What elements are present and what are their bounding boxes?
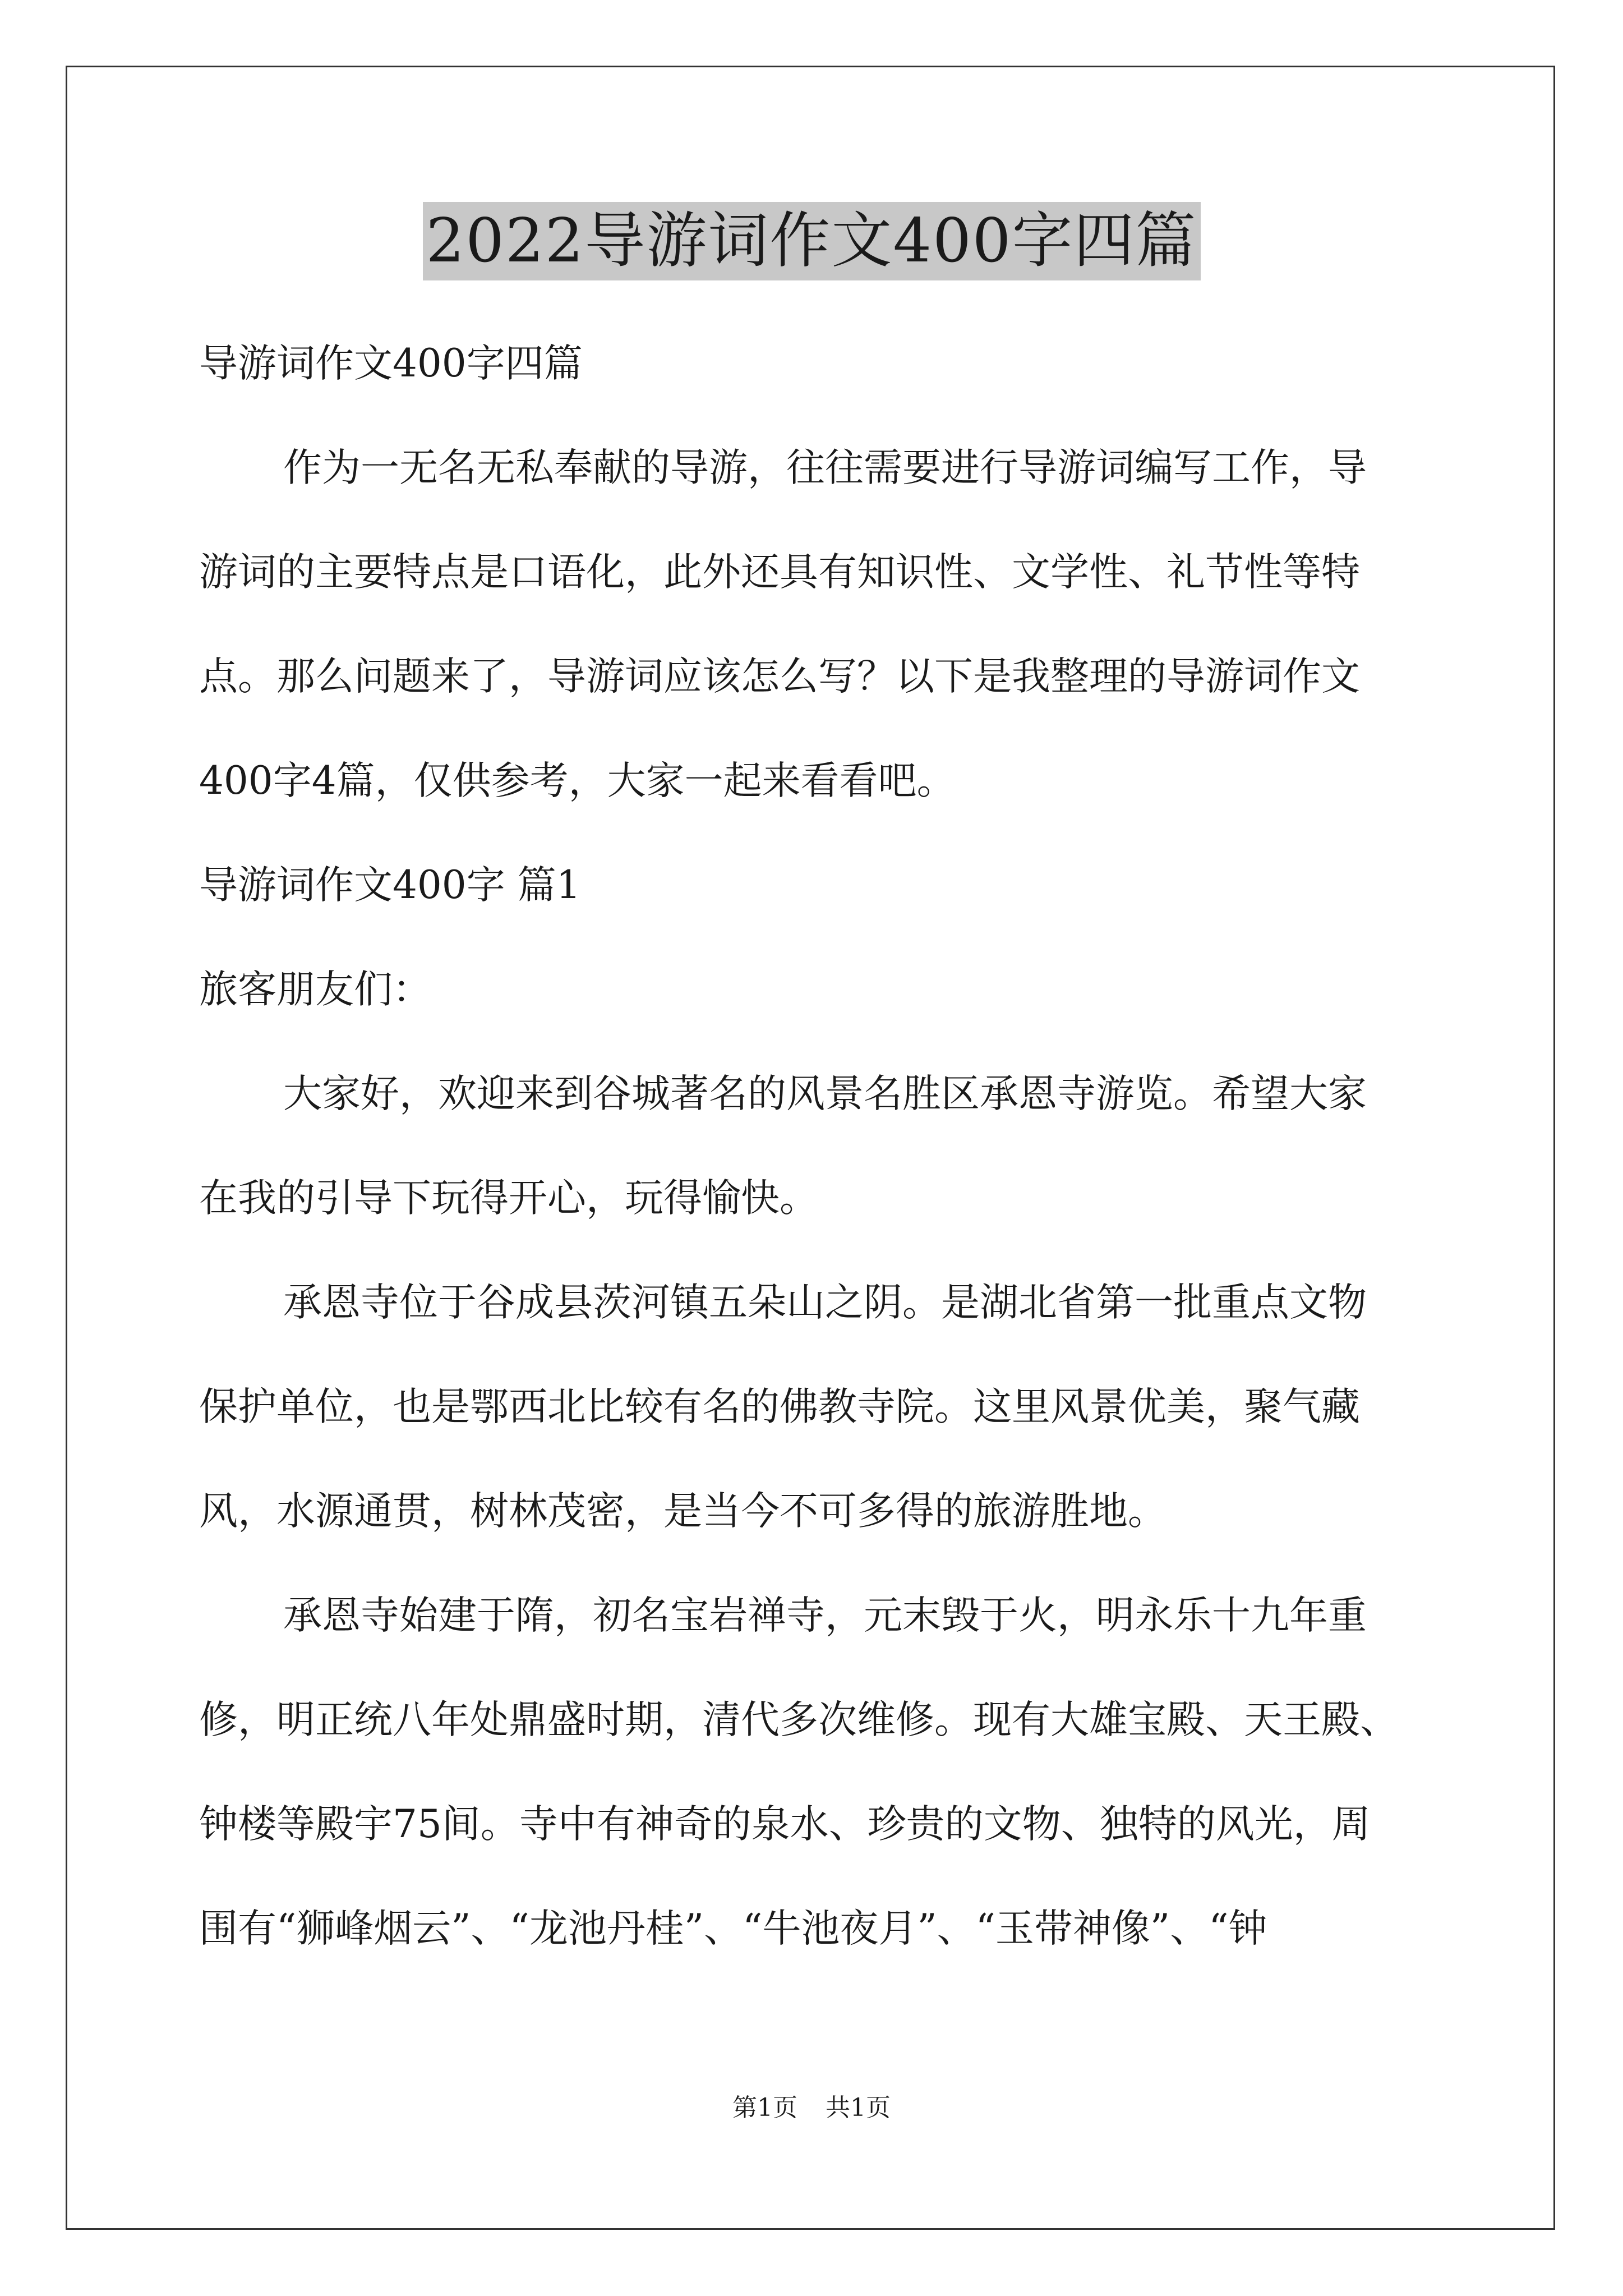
document-body [199, 311, 1433, 1981]
paragraph-line: 游词的主要特点是口语化，此外还具有知识性、文学性、礼节性等特 [199, 550, 1360, 595]
paragraph-line: 点。那么问题来了，导游词应该怎么写？以下是我整理的导游词作文 [199, 654, 1360, 699]
paragraph-line: 承恩寺位于谷成县茨河镇五朵山之阴。是湖北省第一批重点文物 [283, 1280, 1367, 1325]
paragraph-line: 在我的引导下玩得开心，玩得愉快。 [199, 1176, 818, 1221]
paragraph-line: 承恩寺始建于隋，初名宝岩禅寺，元末毁于火，明永乐十九年重 [283, 1593, 1367, 1638]
paragraph-line: 修，明正统八年处鼎盛时期，清代多次维修。现有大雄宝殿、天王殿、 [199, 1697, 1399, 1742]
paragraph-line: 作为一无名无私奉献的导游，往往需要进行导游词编写工作，导 [283, 445, 1367, 490]
paragraph-line: 钟楼等殿宇75间。寺中有神奇的泉水、珍贵的文物、独特的风光，周 [199, 1802, 1371, 1847]
paragraph-line: 围有“狮峰烟云”、“龙池丹桂”、“牛池夜月”、“玉带神像”、“钟 [199, 1906, 1267, 1951]
paragraph-line: 导游词作文400字四篇 [199, 341, 583, 386]
page-number-current: 第1页 [732, 2093, 797, 2122]
paragraph-line: 400字4篇，仅供参考，大家一起来看看吧。 [199, 758, 956, 803]
paragraph-line: 风，水源通贯，树林茂密，是当今不可多得的旅游胜地。 [199, 1489, 1166, 1534]
page-number-total: 共1页 [826, 2093, 891, 2122]
document-title: 2022导游词作文400字四篇 [423, 202, 1201, 280]
paragraph-line: 旅客朋友们： [199, 967, 431, 1012]
page-footer [0, 2091, 1623, 2125]
section-heading: 导游词作文400字 篇1 [199, 863, 581, 908]
paragraph-line: 大家好，欢迎来到谷城著名的风景名胜区承恩寺游览。希望大家 [283, 1071, 1367, 1116]
paragraph-line: 保护单位，也是鄂西北比较有名的佛教寺院。这里风景优美，聚气藏 [199, 1384, 1360, 1429]
title-container [0, 202, 1623, 280]
